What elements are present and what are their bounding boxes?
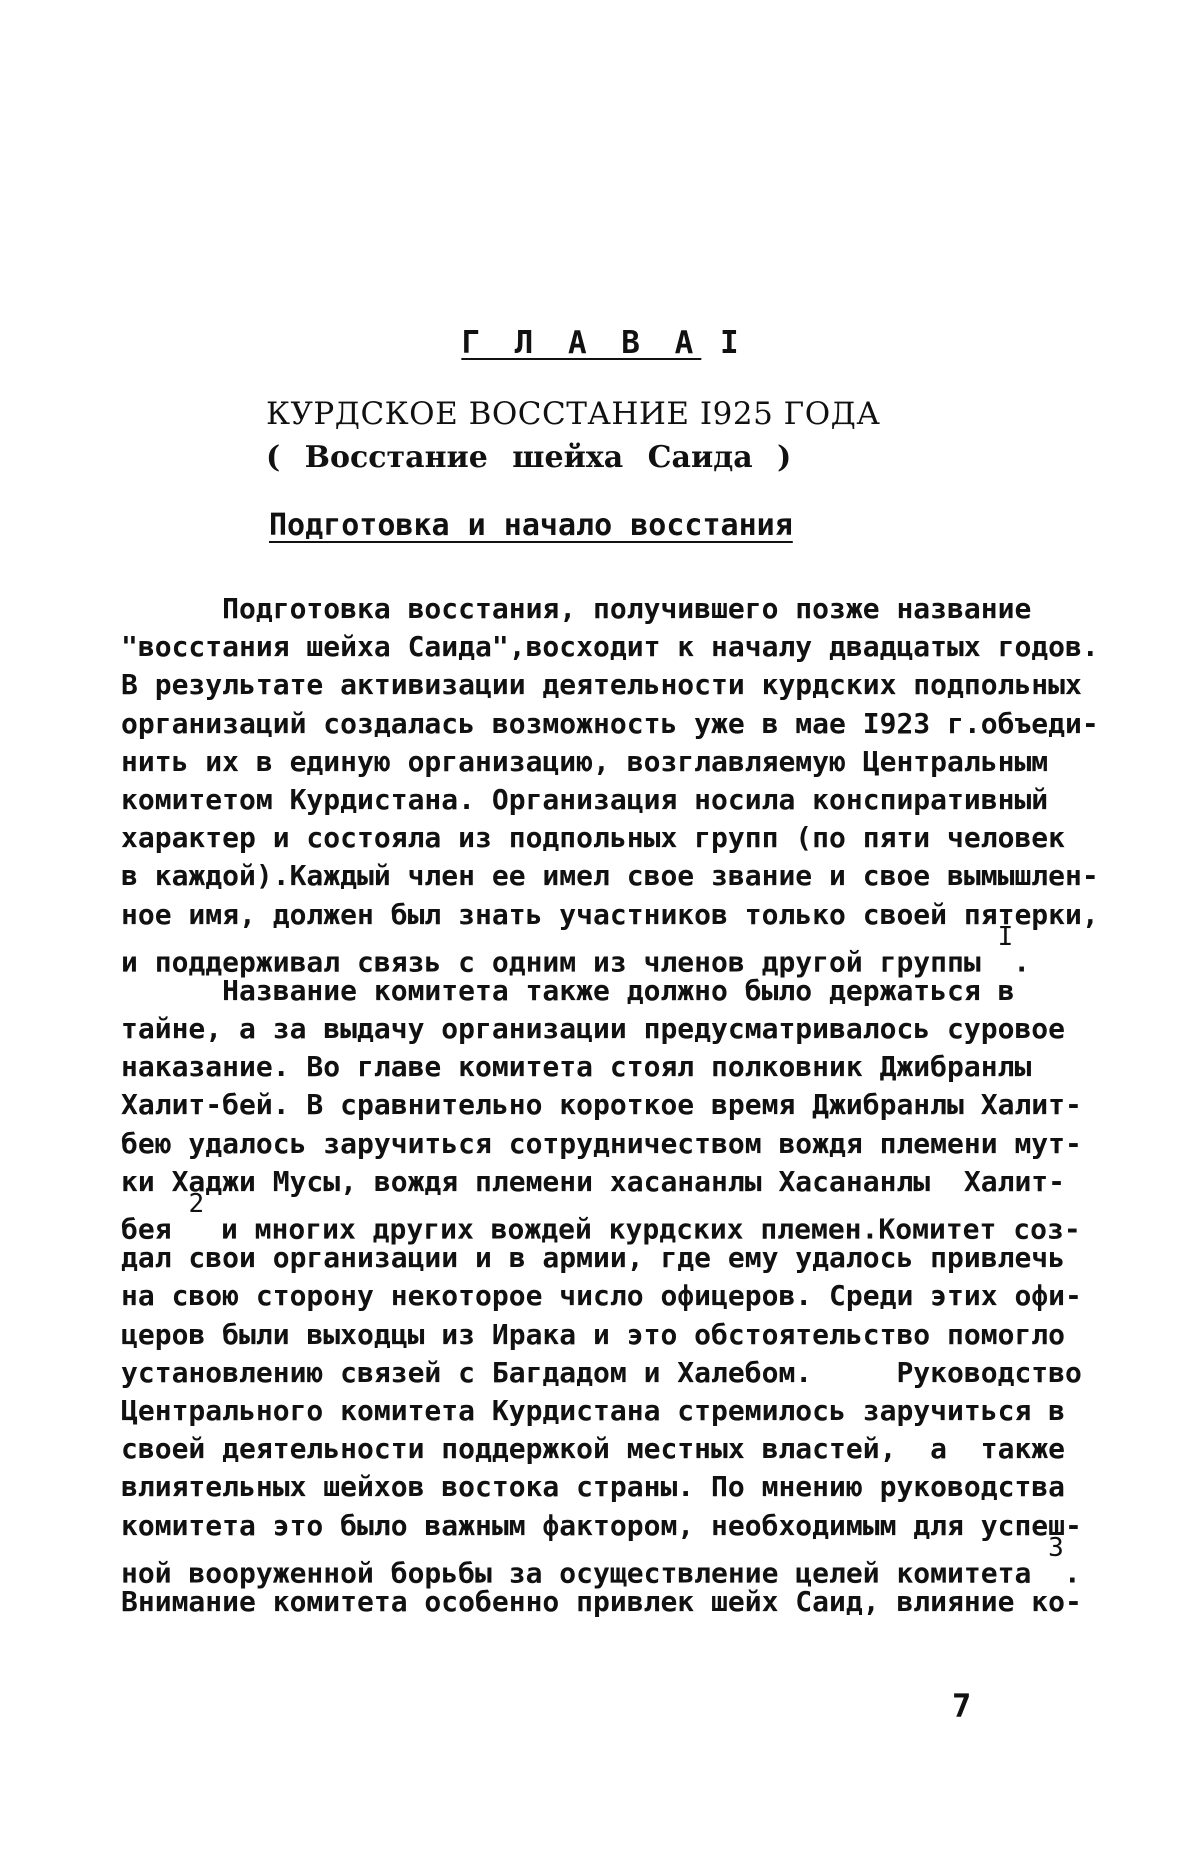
footnote-tail-3: . <box>1063 1556 1081 1590</box>
body-line: ки Хаджи Мусы, вождя племени хасананлы Хасананлы Халит- <box>121 1164 1066 1198</box>
body-line: влиятельных шейхов востока страны. По мнению руководства <box>121 1470 1066 1504</box>
body-line: церов были выходцы из Ирака и это обстоятельство помогло <box>121 1317 1066 1351</box>
chapter-number: I <box>719 325 739 361</box>
body-line: Подготовка восстания, получившего позже название <box>121 592 1032 625</box>
body-line: нить их в единую организацию, возглавляемую Центральным <box>121 744 1049 778</box>
body-line: комитетом Курдистана. Организация носила конспиративный <box>121 782 1049 816</box>
body-line: характер и состояла из подпольных групп (по пяти человек <box>121 821 1066 855</box>
footnote-marker-1: I <box>997 921 1014 952</box>
page-number: 7 <box>952 1687 972 1725</box>
body-line: на свою сторону некоторое число офицеров. Среди этих офи- <box>121 1279 1082 1313</box>
body-line: Внимание комитета особенно привлек шейх Саид, влияние ко- <box>121 1584 1082 1618</box>
body-line: ное имя, должен был знать участников только своей пятерки, <box>121 897 1099 931</box>
body-line: Название комитета также должно было держаться в <box>121 973 1015 1007</box>
chapter-word: Г Л А В А <box>461 325 702 361</box>
body-line: комитета это было важным фактором, необходимым для успеш- <box>121 1508 1082 1542</box>
body-line: "восстания шейха Саида",восходит к началу двадцатых годов. <box>121 630 1099 664</box>
body-line: тайне, а за выдачу организации предусматривалось суровое <box>121 1012 1066 1046</box>
body-line-rest: и многих других вождей курдских племен.Комитет соз- <box>204 1212 1081 1246</box>
body-line: организаций создалась возможность уже в мае I923 г.объеди- <box>121 706 1099 740</box>
body-line-text: и поддерживал связь с одним из членов другой группы <box>121 945 981 979</box>
body-line-text: ной вооруженной борьбы за осуществление целей комитета <box>121 1556 1032 1590</box>
footnote-tail-1: . <box>1013 945 1031 979</box>
body-line: своей деятельности поддержкой местных властей, а также <box>121 1432 1066 1466</box>
body-line-with-footnote <box>121 921 1083 979</box>
chapter-title: КУРДСКОЕ ВОССТАНИЕ I925 ГОДА <box>266 396 881 432</box>
body-line: установлению связей с Багдадом и Халебом. Руководство <box>121 1355 1082 1389</box>
body-line: наказание. Во главе комитета стоял полковник Джибранлы <box>121 1050 1032 1084</box>
footnote-marker-3: 3 <box>1048 1532 1064 1563</box>
body-line: в каждой).Каждый член ее имел свое звание и свое вымышлен- <box>121 859 1099 893</box>
body-line: бею удалось заручиться сотрудничеством вождя племени мут- <box>121 1126 1082 1160</box>
footnote-marker-2: 2 <box>188 1189 205 1219</box>
chapter-subtitle: ( Восстание шейха Саида ) <box>266 440 792 475</box>
chapter-title-block <box>0 392 1200 480</box>
body-text <box>121 590 1099 1621</box>
body-line-with-footnote <box>121 1532 1083 1590</box>
body-line-text: бея <box>121 1212 172 1246</box>
body-line: В результате активизации деятельности курдских подпольных <box>121 668 1082 702</box>
body-line-with-footnote <box>121 1189 1083 1246</box>
body-line: Халит-бей. В сравнительно короткое время Джибранлы Халит- <box>121 1088 1082 1122</box>
body-line: дал свои организации и в армии, где ему удалось привлечь <box>121 1241 1066 1275</box>
body-line: Центрального комитета Курдистана стремилось заручиться в <box>121 1393 1066 1427</box>
section-heading: Подготовка и начало восстания <box>269 508 793 543</box>
chapter-heading <box>0 325 1200 361</box>
